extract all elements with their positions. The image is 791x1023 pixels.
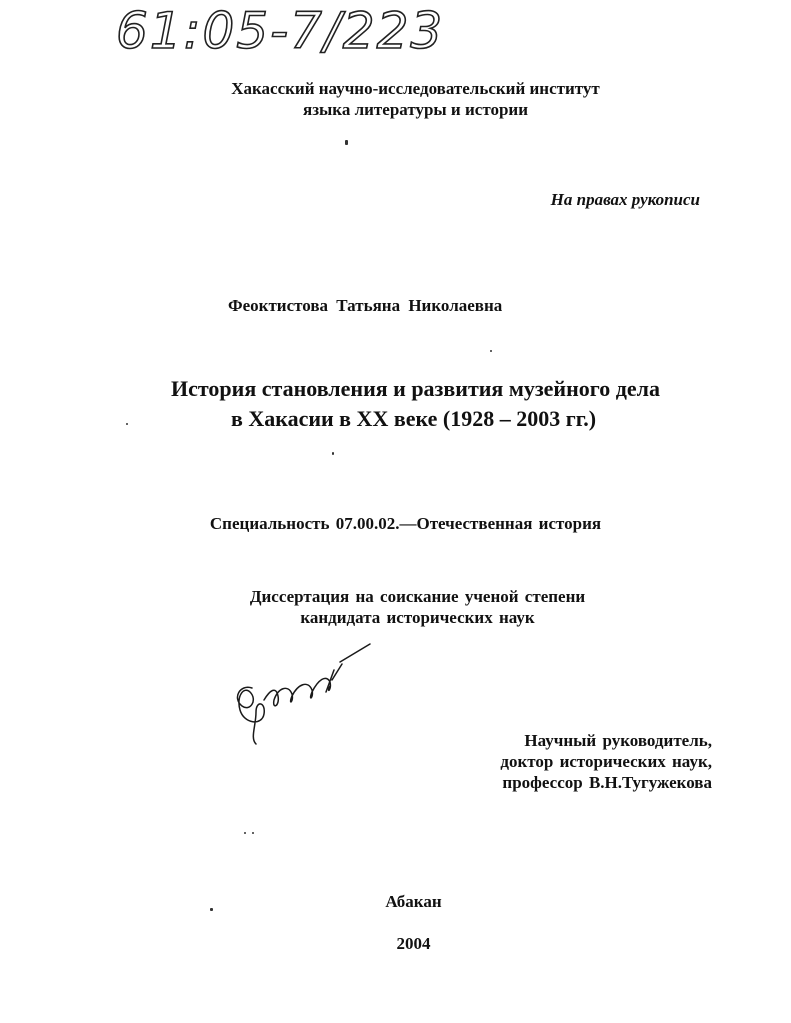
scan-speck [244,832,246,834]
author-name: Феоктистова Татьяна Николаевна [228,296,503,315]
handwritten-archive-number [112,2,472,58]
year: 2004 [396,934,431,953]
dissertation-title-line2: в Хакасии в XX веке (1928 – 2003 гг.) [230,406,597,431]
scan-speck [490,350,492,352]
scientific-supervisor [440,730,712,793]
scan-speck [252,832,254,834]
scan-speck [126,423,128,425]
supervisor-line3: профессор В.Н.Тугужекова [502,773,712,792]
scan-speck [332,452,334,455]
dissertation-title-line1: История становления и развития музейного дела [171,376,660,401]
handwritten-signature [222,640,372,748]
dissertation-degree-line1: Диссертация на соискание ученой степени [249,587,586,606]
city: Абакан [385,892,442,911]
specialty-line: Специальность 07.00.02.—Отечественная история [209,514,602,533]
institute-name-line1: Хакасский научно-исследовательский институт [231,79,600,98]
supervisor-line2: доктор исторических наук, [500,752,712,771]
dissertation-degree-line2: кандидата исторических наук [300,608,535,627]
supervisor-line1: Научный руководитель, [524,731,712,750]
archive-number-text: 61:05-7/223 [116,2,445,58]
scan-speck [345,140,348,145]
institute-name-line2: языка литературы и истории [303,100,528,119]
manuscript-rights: На правах рукописи [550,190,700,209]
